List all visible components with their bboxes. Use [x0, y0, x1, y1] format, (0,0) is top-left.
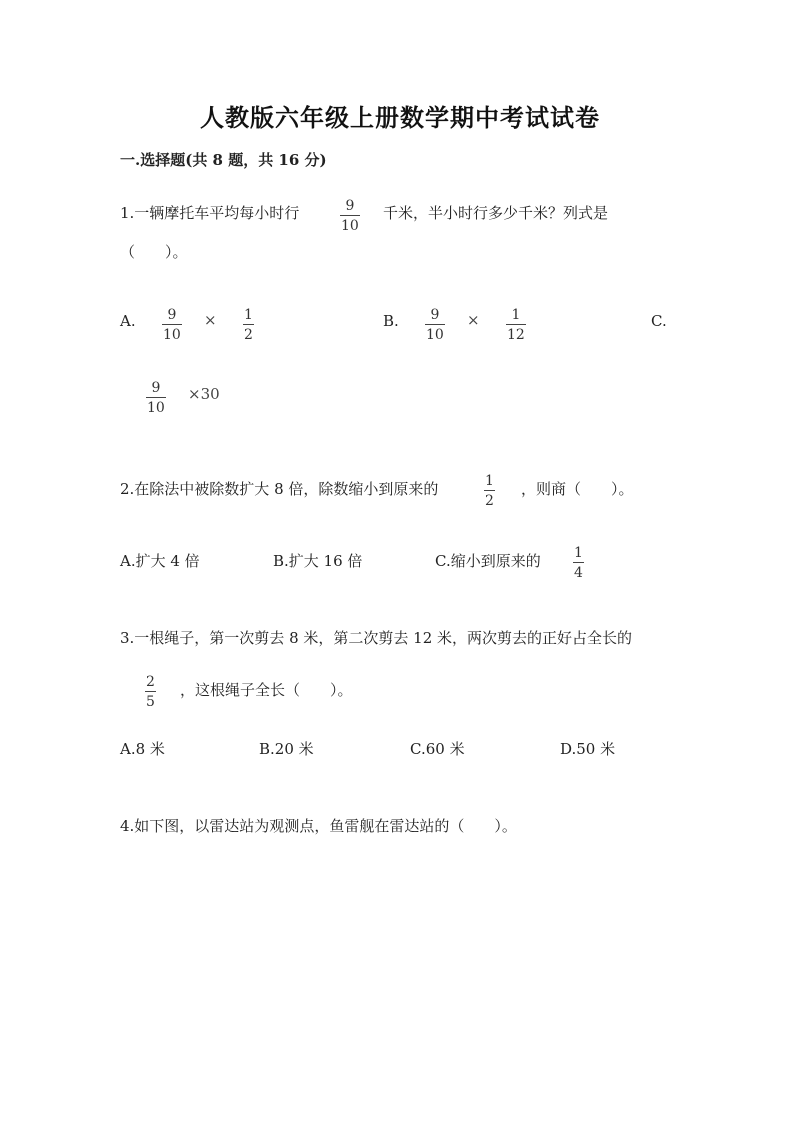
q3-text-a: 3.一根绳子，第一次剪去 8 米，第二次剪去 12 米，两次剪去的正好占全长的 [120, 629, 633, 647]
denominator: 5 [146, 694, 155, 710]
q3-fraction [145, 675, 156, 709]
denominator: 10 [147, 400, 165, 416]
q2-option-c-frac [573, 546, 584, 580]
denominator: 10 [426, 327, 444, 343]
denominator: 12 [507, 327, 525, 343]
q1-option-c-suffix: ×30 [188, 385, 220, 403]
q1-fraction-denominator: 10 [341, 218, 359, 234]
q1-option-a-label: A. [120, 312, 136, 330]
numerator: 1 [485, 473, 494, 489]
q1-option-a-frac1 [162, 308, 182, 342]
q3-text-b: ，这根绳子全长（ ）。 [180, 681, 353, 699]
q1-text-c: （ ）。 [120, 243, 188, 261]
q1-fraction-numerator: 9 [345, 198, 355, 214]
page-title: 人教版六年级上册数学期中考试试卷 [200, 103, 600, 132]
q3-option-d: D.50 米 [560, 740, 616, 758]
q2-option-c-label: C.缩小到原来的 [435, 552, 541, 570]
q1-option-a-operator: × [204, 311, 217, 329]
q2-text-a: 2.在除法中被除数扩大 8 倍，除数缩小到原来的 [120, 480, 439, 498]
numerator: 9 [430, 307, 440, 323]
q1-option-b-frac2 [506, 308, 526, 342]
denominator: 2 [244, 327, 253, 343]
q1-text-b: 千米，半小时行多少千米？列式是 [383, 204, 609, 222]
numerator: 9 [167, 307, 177, 323]
section-heading: 一.选择题(共 8 题，共 16 分) [120, 151, 327, 169]
q3-option-c: C.60 米 [410, 740, 465, 758]
q1-option-a-frac2 [243, 308, 254, 342]
denominator: 10 [163, 327, 181, 343]
q3-option-b: B.20 米 [259, 740, 314, 758]
q2-option-b: B.扩大 16 倍 [273, 552, 363, 570]
numerator: 1 [244, 307, 253, 323]
numerator: 1 [511, 307, 521, 323]
q2-option-a: A.扩大 4 倍 [120, 552, 200, 570]
numerator: 1 [574, 545, 583, 561]
q1-fraction [340, 199, 360, 233]
q4-text-a: 4.如下图，以雷达站为观测点，鱼雷舰在雷达站的（ ）。 [120, 817, 517, 835]
q2-fraction [484, 474, 495, 508]
q1-option-b-operator: × [467, 311, 480, 329]
q1-option-c-frac1 [146, 381, 166, 415]
q1-text-a: 1.一辆摩托车平均每小时行 [120, 204, 300, 222]
denominator: 2 [485, 493, 494, 509]
denominator: 4 [574, 565, 583, 581]
numerator: 9 [151, 380, 161, 396]
q1-option-b-label: B. [383, 312, 399, 330]
numerator: 2 [146, 674, 155, 690]
q1-option-b-frac1 [425, 308, 445, 342]
q1-option-c-label: C. [651, 312, 667, 330]
q3-option-a: A.8 米 [120, 740, 165, 758]
q2-text-b: ，则商（ ）。 [521, 480, 634, 498]
